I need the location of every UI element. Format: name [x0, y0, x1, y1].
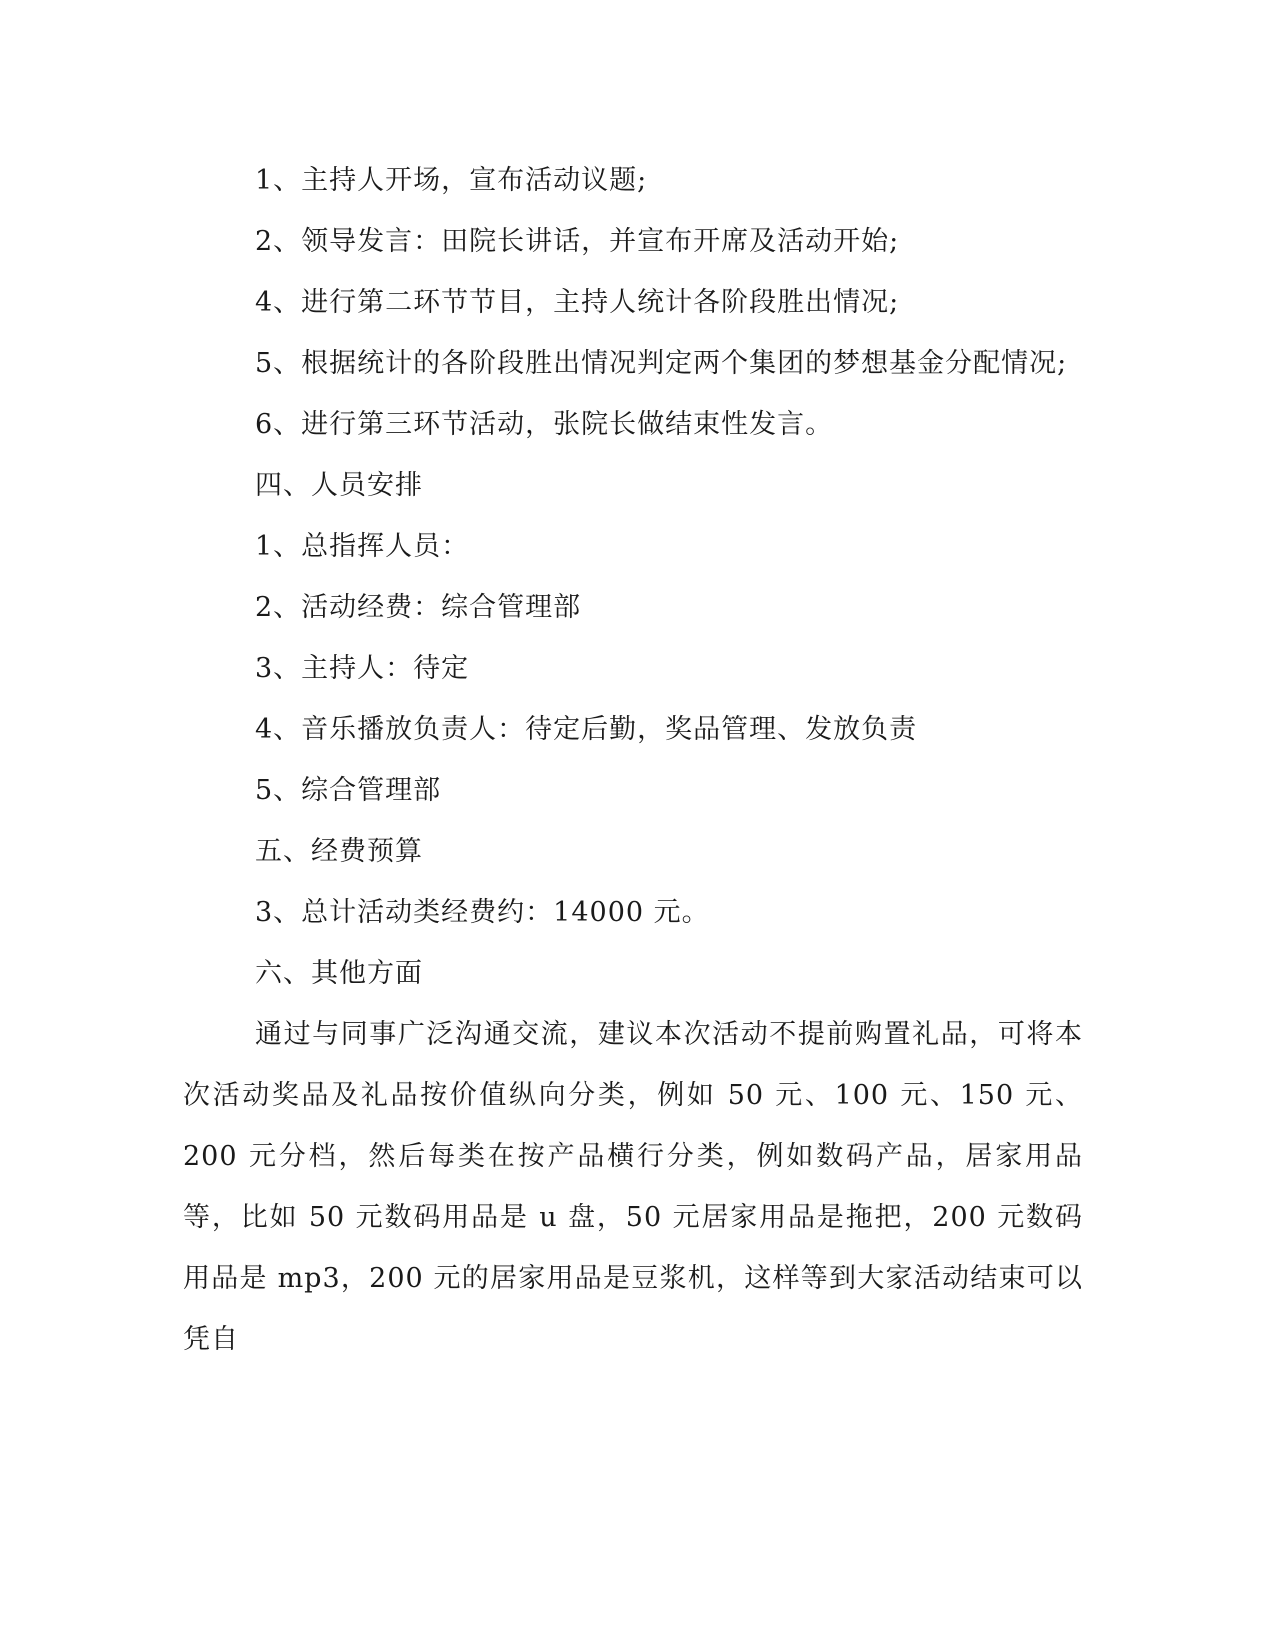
agenda-item-leader-speech: 2、领导发言：田院长讲话，并宣布开席及活动开始;: [255, 226, 900, 257]
other-paragraph: 通过与同事广泛沟通交流，建议本次活动不提前购置礼品，可将本次活动奖品及礼品按价值纵向分类，例如 50 元、100 元、150 元、200 元分档，然后每类在按产品横行分类，例如数码产品，居家用品等，比如 50 元数码用品是 u 盘，50 元居家用品是拖把，200 元数码用品是 mp3，200 元的居家用品是豆浆机，这样等到大家活动结束可以凭自: [183, 1019, 1083, 1355]
section-heading-staffing: 四、人员安排: [255, 470, 423, 501]
agenda-item-second-segment: 4、进行第二环节节目，主持人统计各阶段胜出情况;: [255, 287, 900, 318]
staff-item-funding: 2、活动经费：综合管理部: [255, 592, 582, 623]
staff-item-music: 4、音乐播放负责人：待定后勤，奖品管理、发放负责: [255, 714, 918, 745]
budget-total: 3、总计活动类经费约：14000 元。: [255, 897, 710, 928]
agenda-item-opening: 1、主持人开场，宣布活动议题;: [255, 165, 648, 196]
section-heading-budget: 五、经费预算: [255, 836, 423, 867]
staff-item-commander: 1、总指挥人员：: [255, 531, 470, 562]
staff-item-host: 3、主持人：待定: [255, 653, 470, 684]
document-body: [183, 150, 1083, 1370]
section-heading-other: 六、其他方面: [255, 958, 423, 989]
agenda-item-fund-allocation: 5、根据统计的各阶段胜出情况判定两个集团的梦想基金分配情况;: [255, 348, 1068, 379]
staff-item-management: 5、综合管理部: [255, 775, 442, 806]
agenda-item-closing: 6、进行第三环节活动，张院长做结束性发言。: [255, 409, 834, 440]
